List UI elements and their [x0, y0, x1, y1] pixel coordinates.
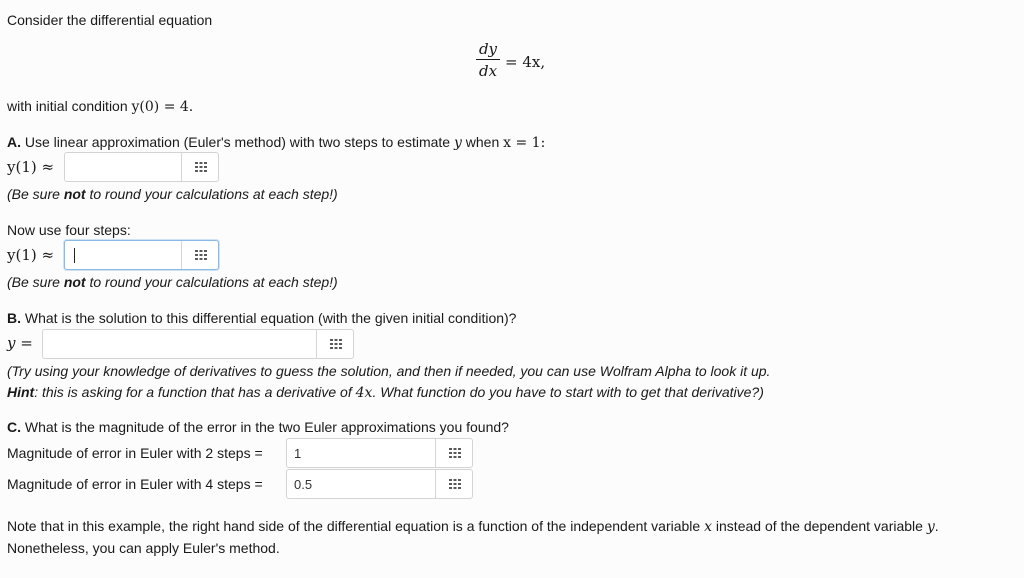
- four-steps-label: Now use four steps:: [7, 222, 131, 238]
- keypad-grid-icon[interactable]: [182, 153, 220, 181]
- keypad-grid-icon[interactable]: [436, 470, 474, 498]
- keypad-grid-icon[interactable]: [436, 439, 474, 467]
- part-a-question: [7, 133, 545, 152]
- part-a-label: A.: [7, 134, 21, 150]
- answer-b-input[interactable]: [43, 330, 316, 358]
- part-b-label: B.: [7, 310, 21, 326]
- note-1-post: to round your calculations at each step!): [85, 186, 338, 202]
- part-a-question-math: x = 1:: [503, 135, 546, 151]
- answer-a2-input[interactable]: [65, 241, 181, 269]
- note-line1-post: .: [934, 518, 939, 534]
- keypad-grid-icon[interactable]: [317, 330, 355, 358]
- hint-label: Hint: [7, 384, 35, 400]
- equation-denominator: dx: [478, 62, 498, 80]
- err4-input[interactable]: [287, 470, 435, 498]
- err2-input[interactable]: [287, 439, 435, 467]
- equation-rhs: = 4x,: [505, 53, 546, 71]
- text-caret: [74, 248, 75, 263]
- closing-note-line-2: Nonetheless, you can apply Euler's method.: [7, 540, 280, 556]
- hint-post: . What function do you have to start with to get that derivative?): [372, 384, 764, 400]
- initial-condition-prefix: with initial condition: [7, 98, 132, 114]
- answer-a2-lhs: y(1) ≈: [7, 246, 55, 264]
- part-a-var-y: y: [453, 135, 462, 151]
- err4-field: [286, 469, 473, 499]
- part-c-label: C.: [7, 419, 21, 435]
- part-c-question-text: What is the magnitude of the error in the two Euler approximations you found?: [21, 419, 509, 435]
- err2-label: Magnitude of error in Euler with 2 steps =: [7, 445, 263, 461]
- answer-a2-field: [64, 240, 219, 270]
- part-b-question: [7, 309, 516, 327]
- part-a-question-when: when: [461, 134, 504, 150]
- note-var-y: y: [926, 519, 935, 535]
- equation-fraction: [476, 40, 500, 80]
- closing-note-line-1: [7, 517, 939, 536]
- note-2-pre: (Be sure: [7, 274, 64, 290]
- part-a-note-2: [7, 273, 338, 291]
- answer-a1-input[interactable]: [65, 153, 181, 181]
- initial-condition-math: y(0) = 4.: [131, 99, 194, 115]
- note-line1-pre: Note that in this example, the right hand side of the differential equation is a function of the independent variable: [7, 518, 705, 534]
- part-a-question-text: Use linear approximation (Euler's method) with two steps to estimate: [21, 134, 454, 150]
- initial-condition: [7, 97, 193, 116]
- note-1-pre: (Be sure: [7, 186, 64, 202]
- note-var-x: x: [704, 519, 713, 535]
- intro-lead: Consider the differential equation: [7, 12, 213, 28]
- answer-b-lhs: y =: [7, 334, 33, 352]
- part-b-hint: [7, 383, 764, 402]
- part-c-question: [7, 418, 509, 436]
- answer-a1-field: [64, 152, 219, 182]
- fraction-bar: [476, 59, 500, 60]
- keypad-grid-icon[interactable]: [182, 241, 220, 269]
- err2-field: [286, 438, 473, 468]
- answer-b-field: [42, 329, 354, 359]
- hint-math: 4x: [355, 385, 373, 401]
- part-b-tip: (Try using your knowledge of derivatives to guess the solution, and then if needed, you can use Wolfram Alpha to look it up.: [7, 363, 771, 379]
- answer-a1-lhs: y(1) ≈: [7, 158, 55, 176]
- equation-numerator: dy: [478, 40, 498, 58]
- part-b-question-text: What is the solution to this differential equation (with the given initial condition)?: [21, 310, 517, 326]
- part-a-note-1: [7, 185, 338, 203]
- note-line1-mid: instead of the dependent variable: [712, 518, 927, 534]
- err4-label: Magnitude of error in Euler with 4 steps =: [7, 476, 263, 492]
- note-2-bold: not: [63, 274, 86, 290]
- note-2-post: to round your calculations at each step!): [85, 274, 338, 290]
- hint-pre: : this is asking for a function that has a derivative of: [34, 384, 356, 400]
- note-1-bold: not: [63, 186, 86, 202]
